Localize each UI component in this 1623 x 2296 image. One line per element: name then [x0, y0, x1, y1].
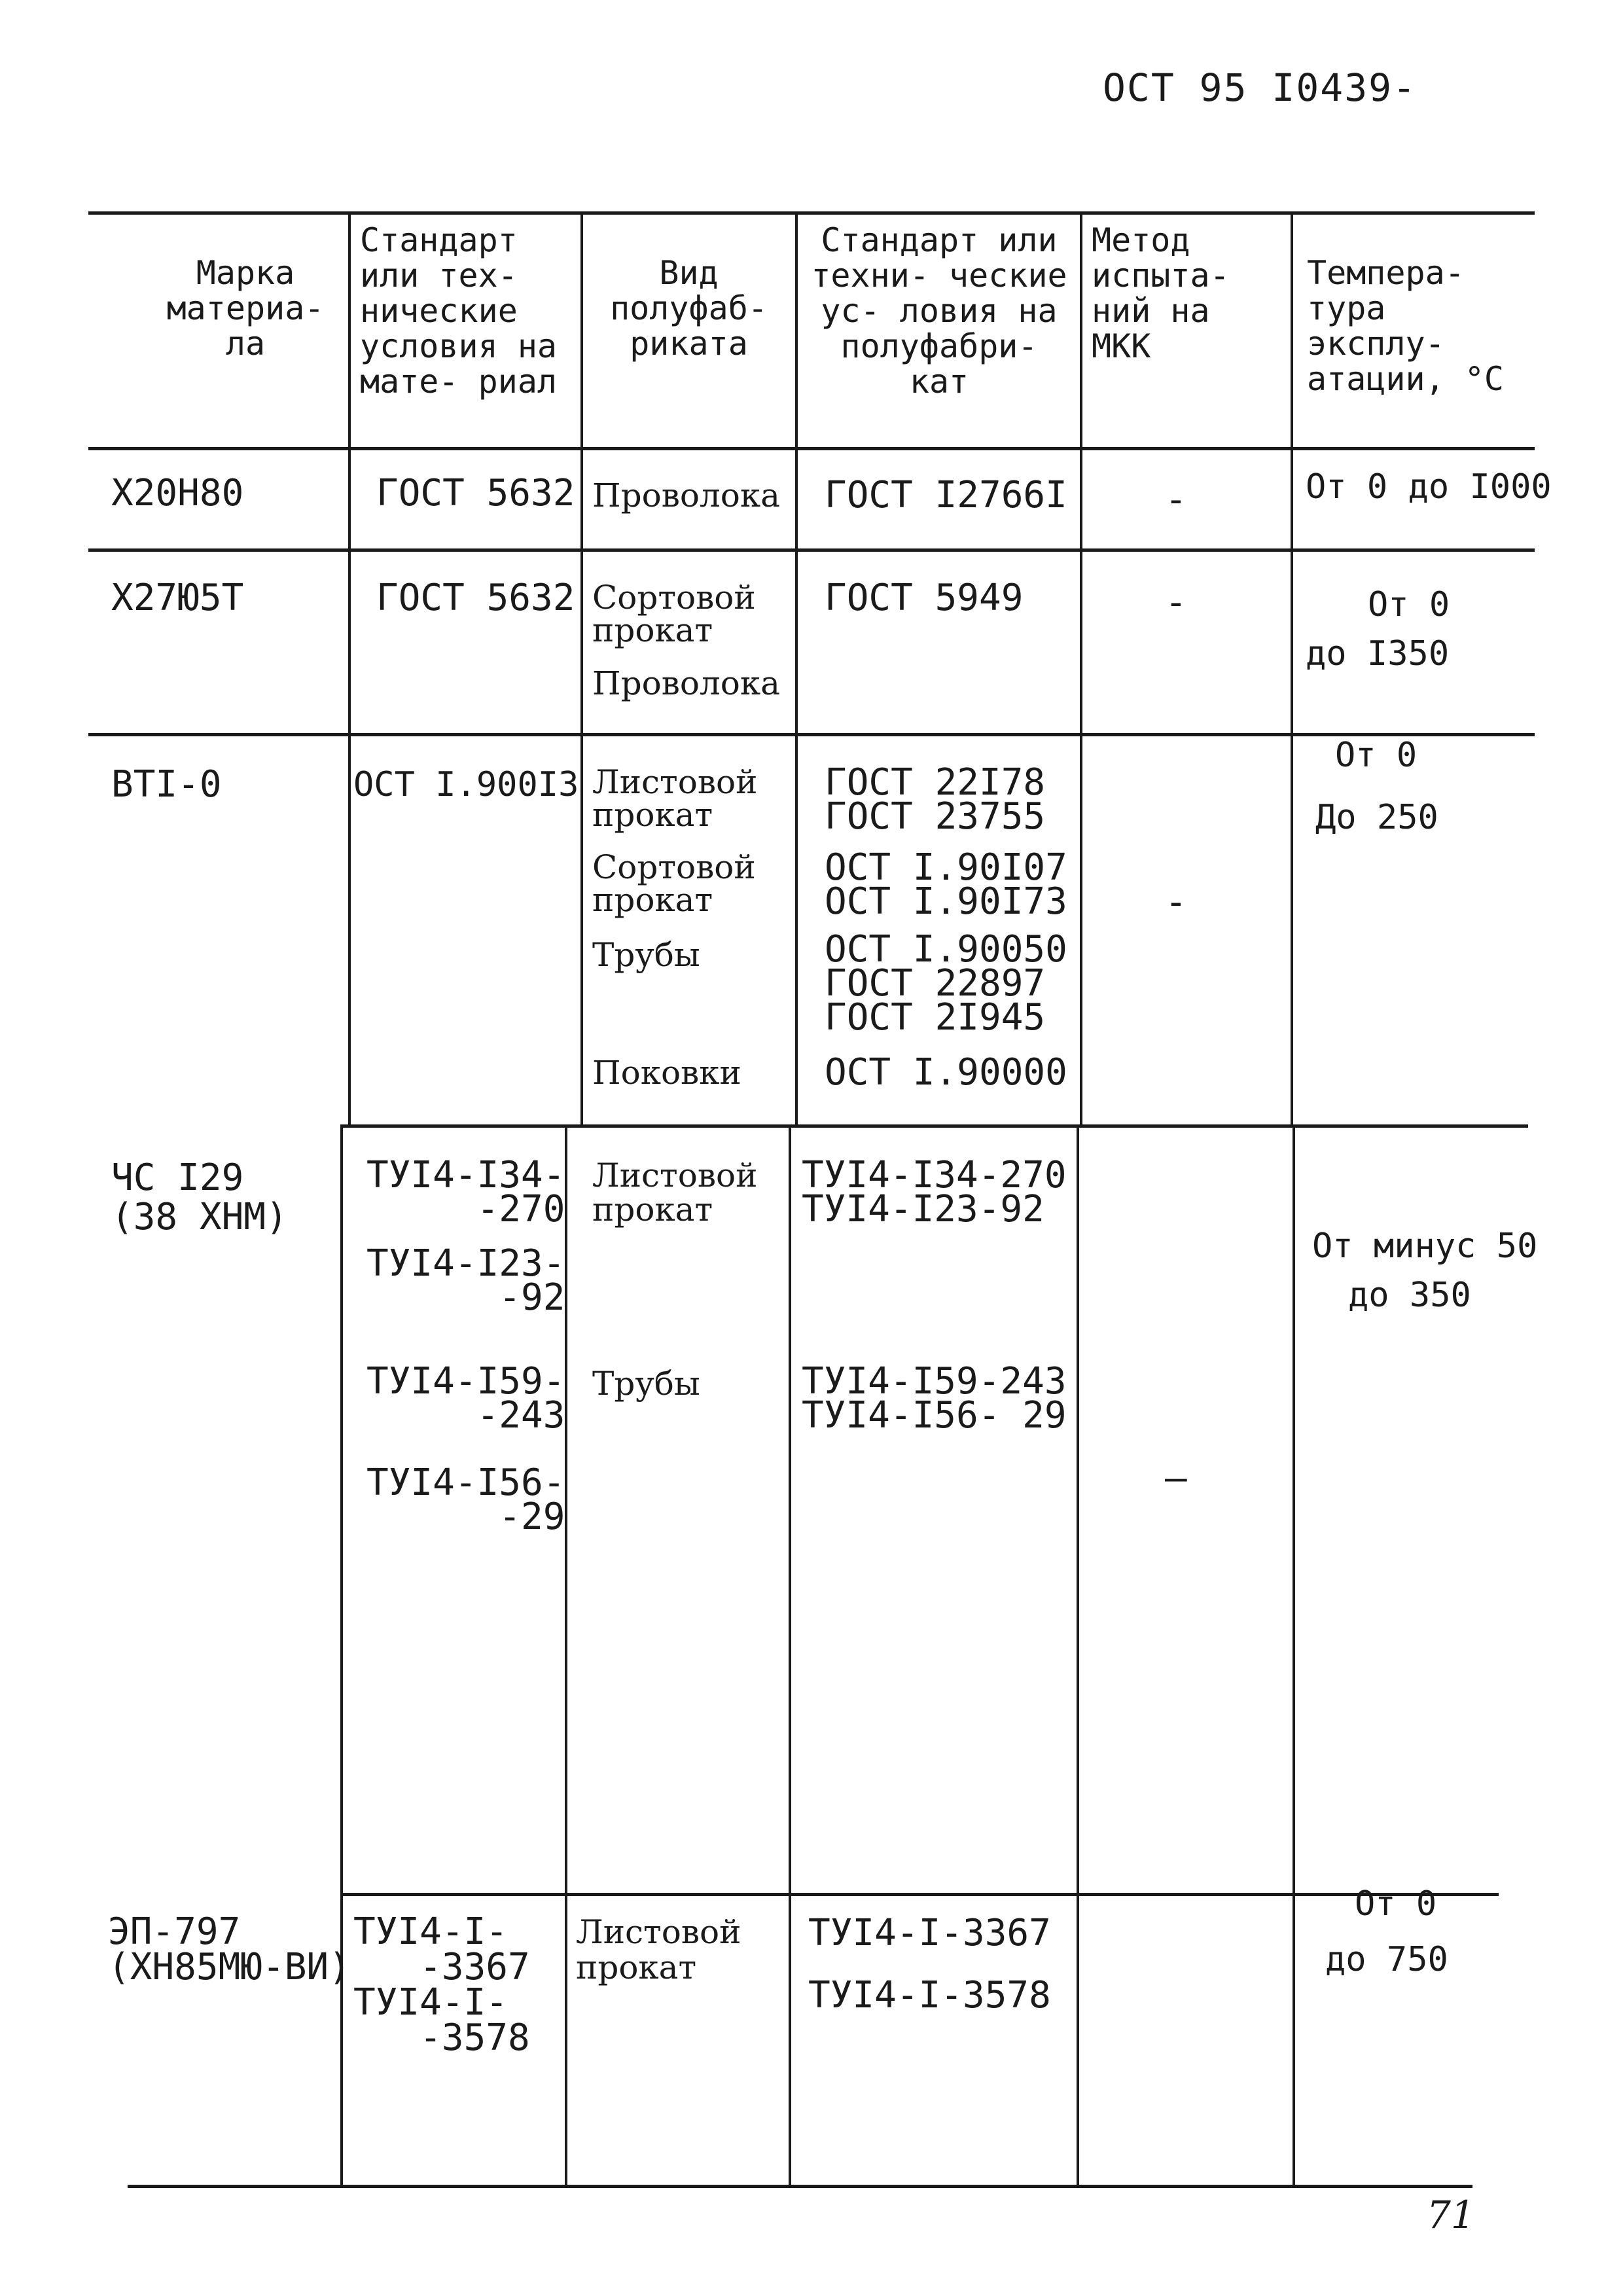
r1-type: Проволока	[592, 476, 780, 514]
r2-type-1: Сортовой прокат	[592, 579, 756, 649]
r1-std: ГОСТ 5632	[376, 472, 575, 514]
r5-temp-1: От 0	[1355, 1884, 1437, 1924]
r3-method: -	[1165, 881, 1187, 924]
r5-material: ЭП-797 (ХН85МЮ-ВИ)	[108, 1910, 351, 1988]
header-bottom-rule	[88, 447, 1535, 450]
r4-std-4: ТУI4-I56- -29	[366, 1462, 565, 1538]
r3-std: ОСТ I.900I3	[353, 765, 579, 804]
r5-std: ТУI4-I- -3367 ТУI4-I- -3578	[353, 1910, 530, 2059]
r3-semi-std-4: ОСТ I.90000	[825, 1051, 1067, 1094]
r3-temp-1: От 0	[1335, 736, 1418, 775]
header-material-standard: Стандарт или тех- нические условия на мате- риал	[360, 221, 558, 401]
r4-std-1: ТУI4-I34- -270	[366, 1154, 565, 1230]
r3-semi-std-3: ОСТ I.90050 ГОСТ 22897 ГОСТ 2I945	[825, 928, 1067, 1039]
col-rule-1b	[340, 1124, 343, 2185]
r1-method: -	[1165, 478, 1187, 521]
r1-semi-std: ГОСТ I2766I	[825, 474, 1067, 516]
col-rule-2	[580, 211, 583, 1124]
col-rule-3b	[789, 1124, 791, 2185]
table-bottom-rule	[128, 2185, 1472, 2188]
r2-temp-2: до I350	[1306, 634, 1450, 673]
r1-temp: От 0 до I000	[1306, 467, 1552, 507]
r1-material: Х20Н80	[111, 472, 244, 514]
r2-std: ГОСТ 5632	[376, 577, 575, 619]
r4-type-1: Листовой прокат	[592, 1157, 758, 1229]
header-semi-standard: Стандарт или техни- ческие ус- ловия на полуфабри- кат	[811, 221, 1067, 401]
header-material: Марка материа- ла	[166, 254, 325, 363]
row-rule-1	[88, 548, 1535, 552]
r3-type-3: Трубы	[592, 936, 700, 974]
r4-method: –	[1165, 1457, 1187, 1499]
r5-temp-2: до 750	[1325, 1940, 1448, 1979]
r2-type-2: Проволока	[592, 664, 780, 702]
r5-semi-std-1: ТУI4-I-3367	[808, 1912, 1051, 1954]
row-rule-2	[88, 733, 1535, 736]
col-rule-5b	[1293, 1124, 1295, 2185]
r4-temp-1: От минус 50	[1312, 1227, 1538, 1266]
r3-temp-2: До 250	[1315, 798, 1438, 837]
document-code: ОСТ 95 I0439-	[1103, 65, 1417, 110]
r3-type-2: Сортовой прокат	[592, 848, 756, 919]
r5-type: Листовой прокат	[576, 1913, 741, 1986]
r5-semi-std-2: ТУI4-I-3578	[808, 1974, 1051, 2017]
r4-temp-2: до 350	[1348, 1276, 1471, 1315]
page-number: 71	[1427, 2193, 1475, 2237]
r4-type-2: Трубы	[592, 1365, 700, 1403]
col-rule-3	[795, 211, 798, 1124]
r3-type-1: Листовой прокат	[592, 763, 758, 834]
r3-type-4: Поковки	[592, 1054, 741, 1092]
r3-material: ВТI-0	[111, 763, 222, 806]
r2-temp-1: От 0	[1368, 585, 1450, 624]
header-temperature: Темпера- тура эксплу- атации, °С	[1307, 254, 1505, 398]
col-rule-1	[348, 211, 351, 1124]
r2-material: Х27Ю5Т	[111, 577, 244, 619]
r4-semi-std-1: ТУI4-I34-270 ТУI4-I23-92	[802, 1154, 1067, 1230]
r4-semi-std-2: ТУI4-I59-243 ТУI4-I56- 29	[802, 1360, 1067, 1437]
col-rule-5	[1291, 211, 1293, 1124]
header-test-method: Метод испыта- ний на МКК	[1092, 221, 1230, 365]
r2-semi-std: ГОСТ 5949	[825, 577, 1024, 619]
r3-semi-std-2: ОСТ I.90I07 ОСТ I.90I73	[825, 846, 1067, 923]
col-rule-2b	[565, 1124, 567, 2185]
col-rule-4	[1080, 211, 1082, 1124]
r2-method: -	[1165, 581, 1187, 624]
r4-std-3: ТУI4-I59- -243	[366, 1360, 565, 1437]
r4-std-2: ТУI4-I23- -92	[366, 1242, 565, 1319]
row-rule-3	[340, 1124, 1528, 1128]
header-semi-type: Вид полуфаб- риката	[610, 254, 768, 363]
r4-material: ЧС I29 (38 ХНМ)	[111, 1157, 288, 1238]
r3-semi-std-1: ГОСТ 22I78 ГОСТ 23755	[825, 761, 1046, 838]
col-rule-4b	[1077, 1124, 1079, 2185]
row-rule-4	[340, 1893, 1499, 1896]
table-top-rule	[88, 211, 1535, 215]
